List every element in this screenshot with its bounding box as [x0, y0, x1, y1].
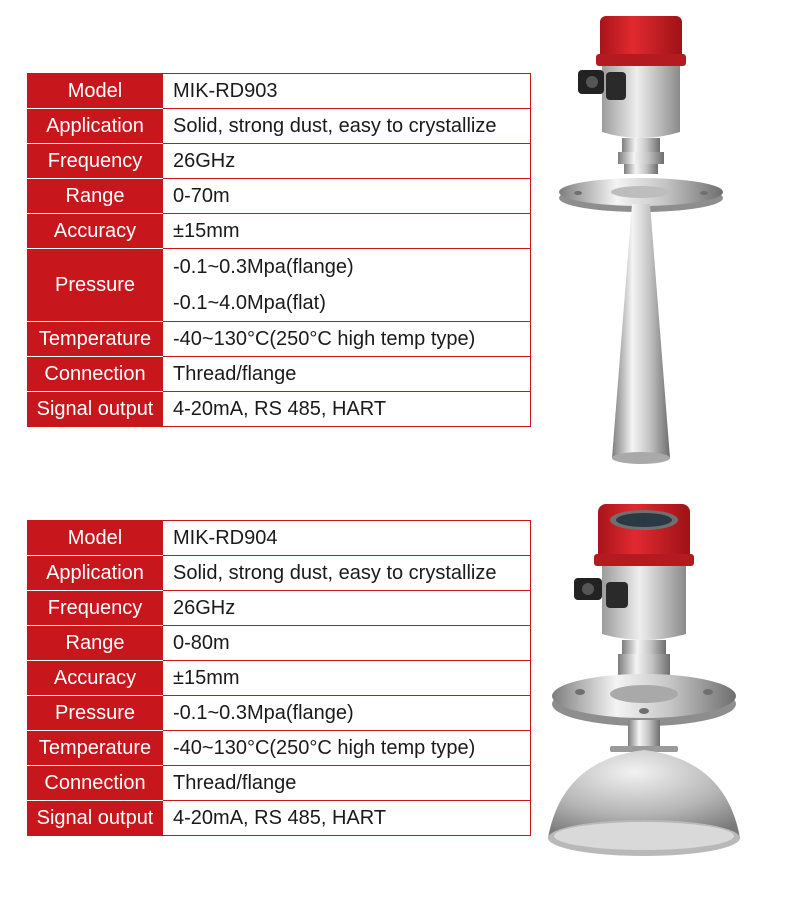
table-row: [28, 766, 531, 801]
spec-key: Model: [28, 74, 163, 109]
table-row: [28, 144, 531, 179]
table-row: [28, 249, 531, 322]
table-row: [28, 661, 531, 696]
spec-value: 4-20mA, RS 485, HART: [163, 801, 531, 836]
spec-table-rd903: [27, 73, 531, 427]
spec-key: Signal output: [28, 392, 163, 427]
spec-value: Solid, strong dust, easy to crystallize: [163, 109, 531, 144]
spec-value: MIK-RD904: [163, 521, 531, 556]
table-row: [28, 392, 531, 427]
spec-key: Range: [28, 626, 163, 661]
spec-value: -40~130°C(250°C high temp type): [163, 322, 531, 357]
spec-key: Temperature: [28, 731, 163, 766]
spec-value: 4-20mA, RS 485, HART: [163, 392, 531, 427]
spec-value: Thread/flange: [163, 357, 531, 392]
spec-key: Connection: [28, 766, 163, 801]
parabolic-antenna-radar-level-meter-icon: [540, 498, 750, 868]
spec-key: Model: [28, 521, 163, 556]
spec-value: 0-80m: [163, 626, 531, 661]
spec-value: -0.1~0.3Mpa(flange): [163, 696, 531, 731]
spec-value: 26GHz: [163, 591, 531, 626]
spec-value: Solid, strong dust, easy to crystallize: [163, 556, 531, 591]
spec-key: Temperature: [28, 322, 163, 357]
horn-antenna-radar-level-meter-icon: [548, 10, 728, 472]
table-row: [28, 591, 531, 626]
spec-key: Signal output: [28, 801, 163, 836]
spec-key: Accuracy: [28, 661, 163, 696]
spec-value-pressure: [163, 249, 531, 322]
table-row: [28, 109, 531, 144]
spec-key: Pressure: [28, 696, 163, 731]
table-row: [28, 556, 531, 591]
table-row: [28, 322, 531, 357]
spec-value: MIK-RD903: [163, 74, 531, 109]
table-row: [28, 357, 531, 392]
spec-value: 0-70m: [163, 179, 531, 214]
pressure-line: -0.1~0.3Mpa(flange): [173, 256, 354, 278]
spec-key: Accuracy: [28, 214, 163, 249]
table-row: [28, 801, 531, 836]
table-row: [28, 731, 531, 766]
spec-key: Frequency: [28, 144, 163, 179]
spec-key: Application: [28, 109, 163, 144]
pressure-line: -0.1~4.0Mpa(flat): [173, 292, 326, 314]
table-row: [28, 179, 531, 214]
spec-key: Connection: [28, 357, 163, 392]
spec-key: Pressure: [28, 249, 163, 322]
spec-value: 26GHz: [163, 144, 531, 179]
spec-key: Application: [28, 556, 163, 591]
spec-key: Range: [28, 179, 163, 214]
spec-table-rd904: [27, 520, 531, 836]
table-row: [28, 521, 531, 556]
table-row: [28, 214, 531, 249]
spec-value: ±15mm: [163, 214, 531, 249]
table-row: [28, 626, 531, 661]
spec-value: Thread/flange: [163, 766, 531, 801]
table-row: [28, 74, 531, 109]
spec-value: ±15mm: [163, 661, 531, 696]
spec-key: Frequency: [28, 591, 163, 626]
table-row: [28, 696, 531, 731]
spec-value: -40~130°C(250°C high temp type): [163, 731, 531, 766]
